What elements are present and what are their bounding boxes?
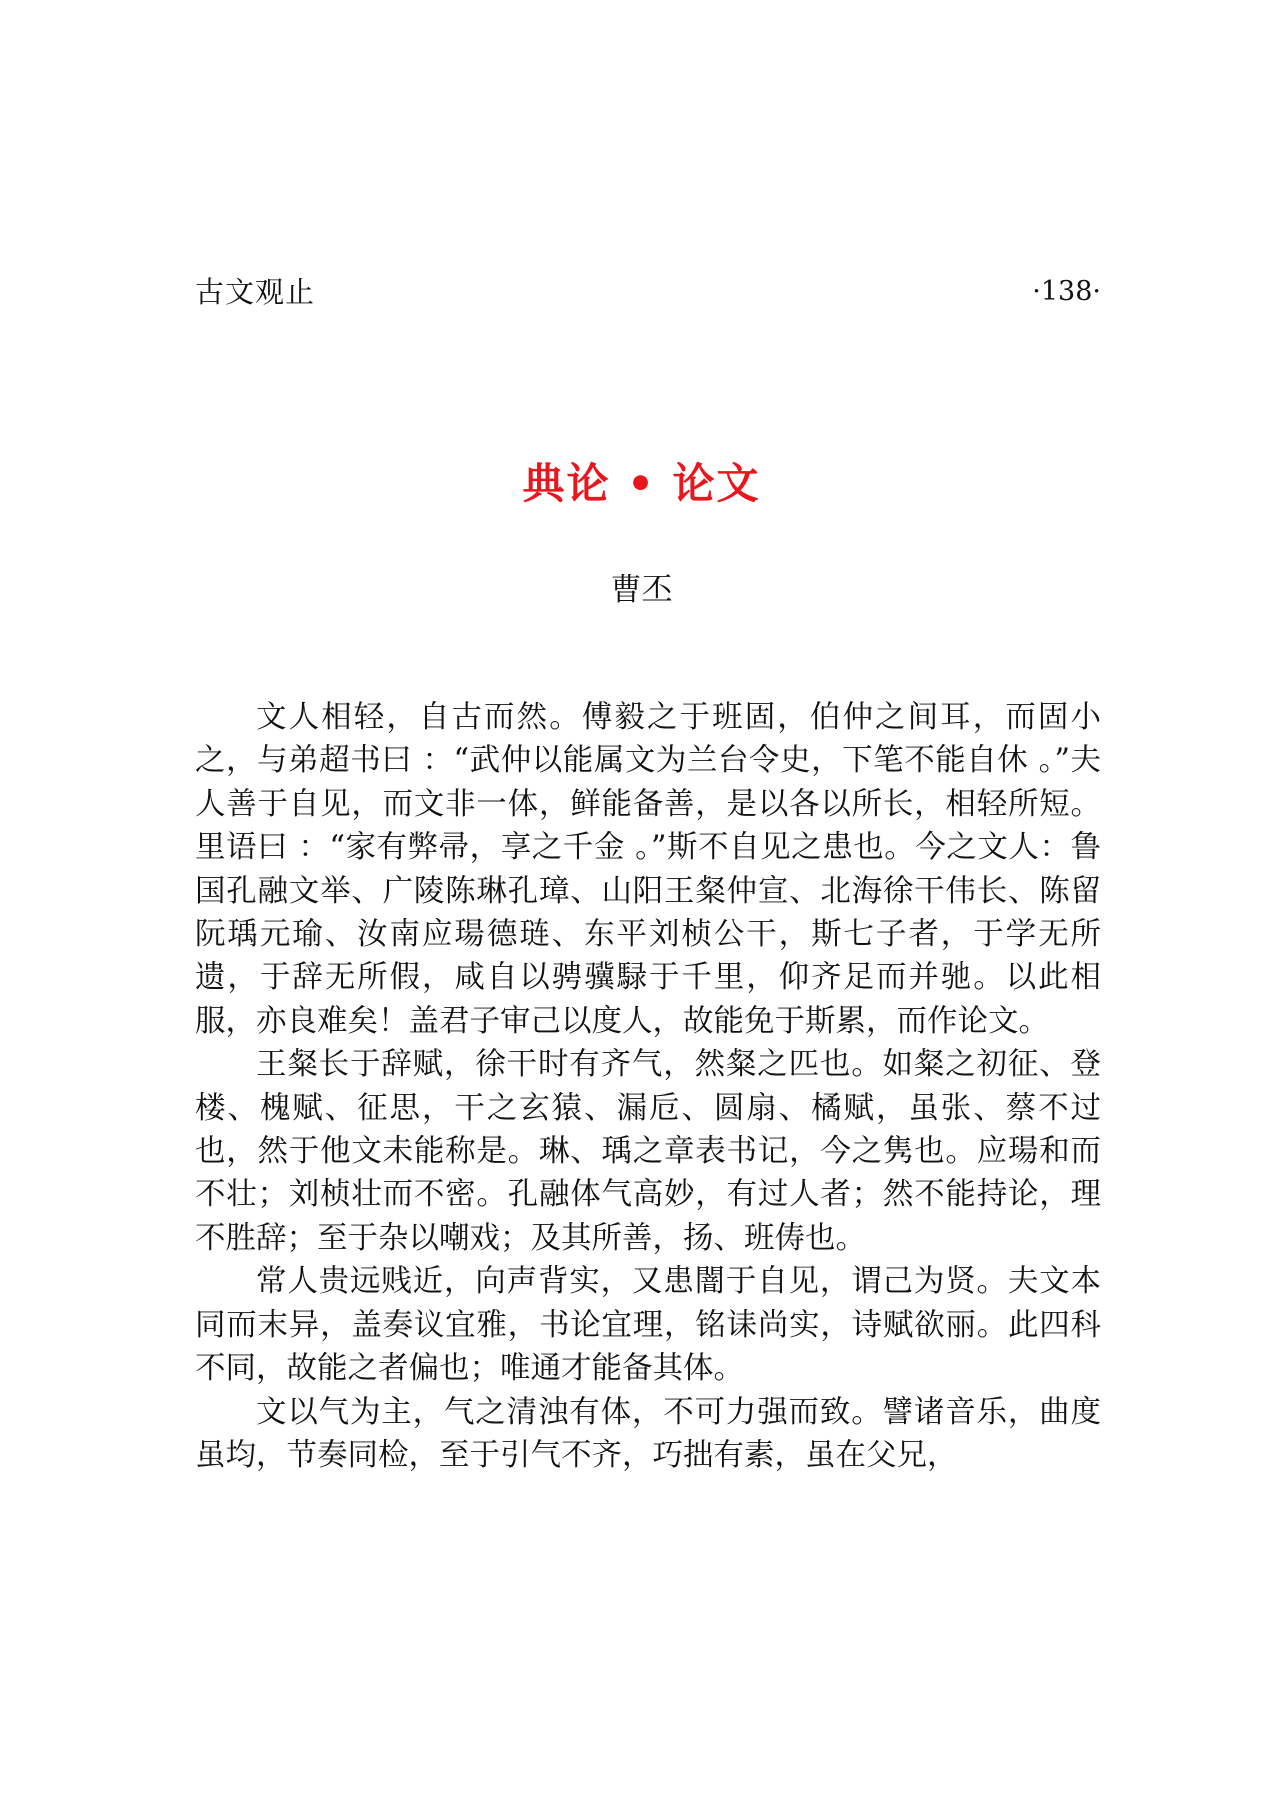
essay-author: 曹丕 <box>610 572 673 608</box>
essay-title: 典论 • 论文 <box>522 459 761 508</box>
book-title: 古文观止 <box>195 275 316 309</box>
paragraph-1: 文人相轻，自古而然。傅毅之于班固，伯仲之间耳，而固小之，与弟超书曰 ：“武仲以能属文为兰台令史，下笔不能自休 。”夫人善于自见，而文非一体，鲜能备善，是以各以所长，相轻所短。里语曰 ：“家有弊帚，享之千金 。”斯不自见之患也。今之文人：鲁国孔融文举、广陵陈琳孔璋、山阳王粲仲宣、北海徐干伟长、陈留阮瑀元瑜、汝南应瑒德琏、东平刘桢公干，斯七子者，于学无所遗，于辞无所假，咸自以骋骥騄于千里，仰齐足而并驰。以此相服，亦良难矣！盖君子审己以度人，故能免于斯累，而作论文。 <box>195 700 1101 1039</box>
paragraph-4: 文以气为主，气之清浊有体，不可力强而致。譬诸音乐，曲度虽均，节奏同检，至于引气不齐，巧拙有素，虽在父兄， <box>195 1394 1101 1473</box>
page-number: ·138· <box>1032 276 1101 307</box>
running-header <box>195 272 1101 312</box>
paragraph-3: 常人贵远贱近，向声背实，又患闇于自见，谓己为贤。夫文本同而末异，盖奏议宜雅，书论宜理，铭诔尚实，诗赋欲丽。此四科不同，故能之者偏也；唯通才能备其体。 <box>195 1264 1101 1387</box>
essay-body <box>195 696 1101 1477</box>
paragraph-2: 王粲长于辞赋，徐干时有齐气，然粲之匹也。如粲之初征、登楼、槐赋、征思，干之玄猿、漏卮、圆扇、橘赋，虽张、蔡不过也，然于他文未能称是。琳、瑀之章表书记，今之隽也。应瑒和而不壮；刘桢壮而不密。孔融体气高妙，有过人者；然不能持论，理不胜辞；至于杂以嘲戏；及其所善，扬、班俦也。 <box>195 1047 1101 1256</box>
